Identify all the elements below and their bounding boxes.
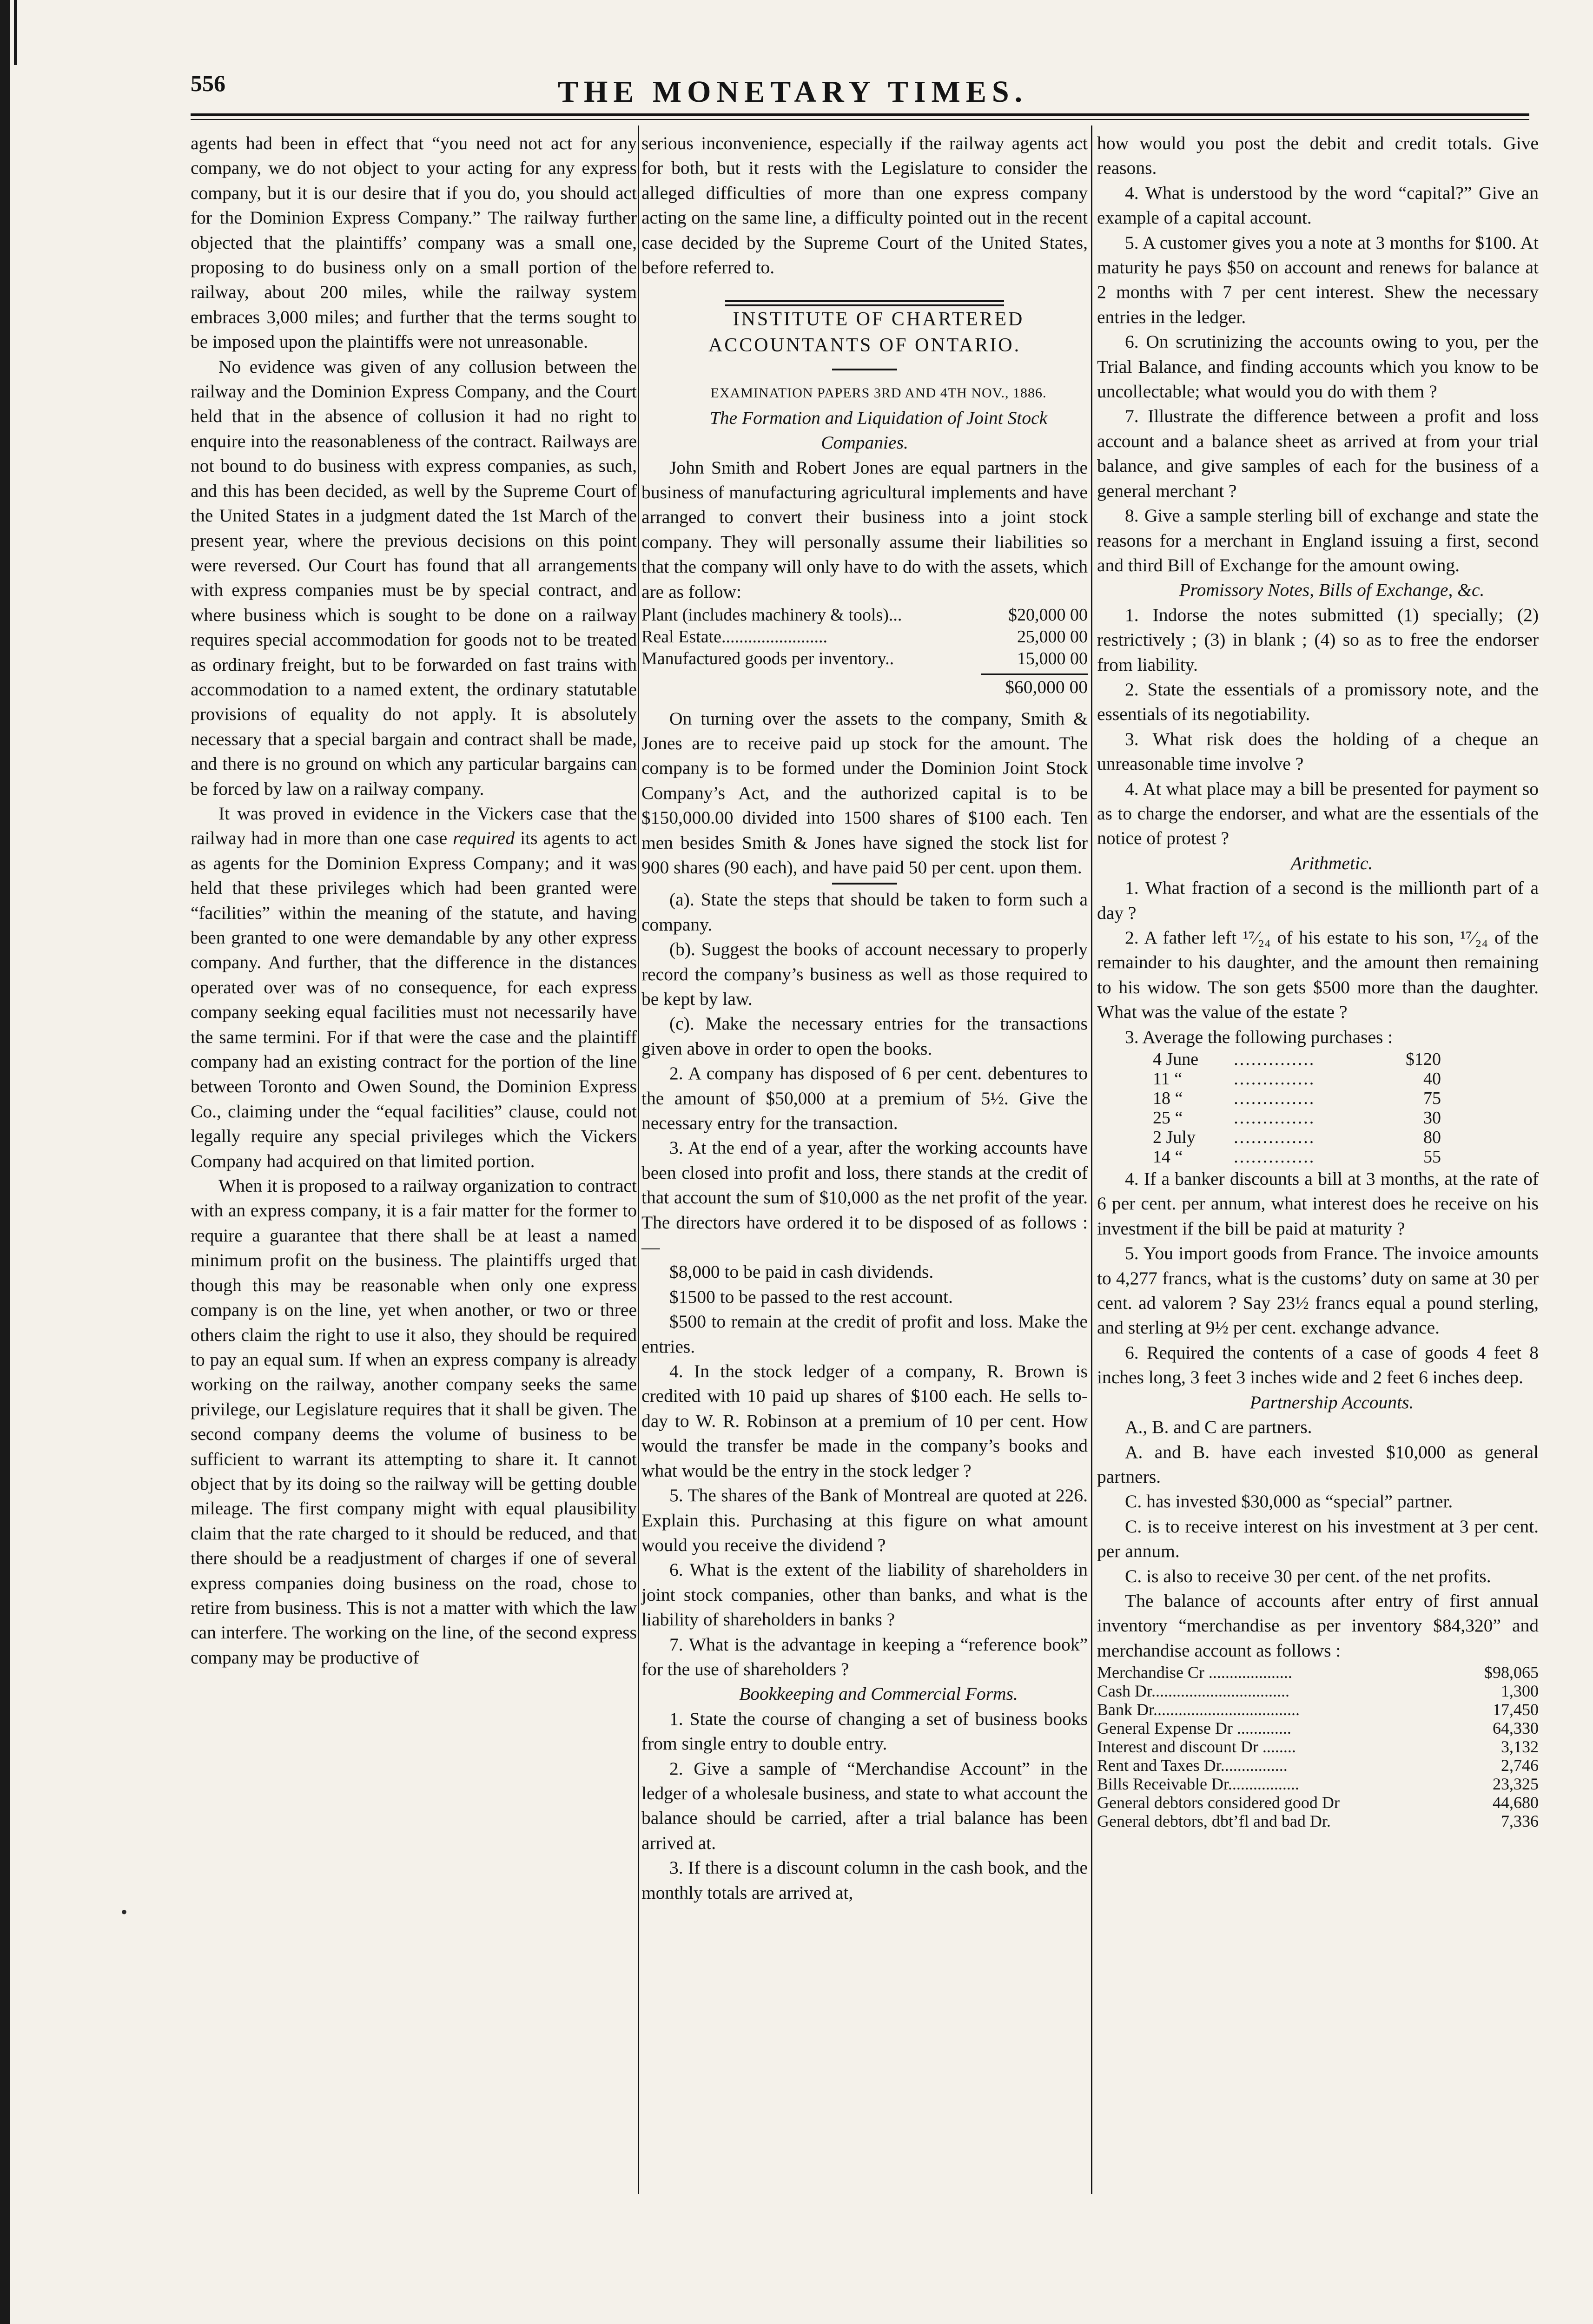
question: 3. Average the following purchases : — [1125, 1026, 1393, 1047]
question: 4. In the stock ledger of a company, R. Brown is credited with 10 paid up shares of $100 each. He sells to-day to W. R. Robinson at a premium of 10 per cent. How would the transfer be made in the company’s books and what would be the entry in the stock ledger ? — [641, 1361, 1088, 1481]
question: 1. What fraction of a second is the millionth part of a day ? — [1097, 878, 1539, 923]
table-row: 25 “ .............. 30 — [1153, 1108, 1441, 1128]
question: 7. What is the advantage in keeping a “reference book” for the use of shareholders ? — [641, 1634, 1088, 1679]
asset-label: Real Estate........................ — [641, 627, 827, 647]
header-rule-thin — [191, 119, 1529, 120]
asset-amount: 25,000 00 — [1017, 627, 1088, 647]
paragraph: C. has invested $30,000 as “special” partner. — [1125, 1491, 1453, 1512]
list-item: $1500 to be passed to the rest account. — [669, 1286, 953, 1307]
table-row: General Expense Dr ............. 64,330 — [1097, 1719, 1539, 1738]
section-heading: Arithmetic. — [1290, 852, 1373, 873]
table-row: Rent and Taxes Dr................ 2,746 — [1097, 1756, 1539, 1775]
exam-dateline: EXAMINATION PAPERS 3RD AND 4TH NOV., 1886. — [710, 385, 1047, 401]
paragraph: agents had been in effect that “you need not act for any company, we do not object to your acting for any express company, but it is our desire that if you do, you should act for the Dominion Express Company.” The railway further objected that the plaintiffs’ company was a small one, proposing to do business only on a small portion of the railway, about 200 miles, while the railway system embraces 3,000 miles; and further that the terms sought to be imposed upon the plaintiffs were not unreasonable. — [191, 133, 637, 352]
paragraph: C. is to receive interest on his investment at 3 per cent. per annum. — [1097, 1516, 1539, 1562]
column-3 — [1097, 131, 1539, 1830]
purchases-table — [1153, 1050, 1441, 1167]
question: 4. At what place may a bill be presented for payment so as to charge the endorser, and what are the essentials of the notice of protest ? — [1097, 778, 1539, 849]
question: 1. State the course of changing a set of business books from single entry to double entry. — [641, 1708, 1088, 1754]
question: 1. Indorse the notes submitted (1) specially; (2) restrictively ; (3) in blank ; (4) so as to free the endorser from liability. — [1097, 604, 1539, 675]
section-heading: Partnership Accounts. — [1249, 1392, 1414, 1413]
question: 8. Give a sample sterling bill of exchange and state the reasons for a merchant in England issuing a first, second and third Bill of Exchange for the amount owing. — [1097, 505, 1539, 575]
table-row — [641, 626, 1088, 648]
table-row: 14 “ .............. 55 — [1153, 1147, 1441, 1167]
column-divider-1 — [638, 125, 639, 2194]
table-row: 11 “ .............. 40 — [1153, 1069, 1441, 1089]
paragraph: A., B. and C are partners. — [1125, 1417, 1312, 1438]
heading-rule — [832, 369, 897, 370]
asset-amount: $20,000 00 — [1008, 605, 1088, 625]
section-heading: The Formation and Liquidation of Joint Stock Companies. — [709, 407, 1048, 453]
column-2 — [641, 131, 1088, 1905]
question: (b). Suggest the books of account necessary to properly record the company’s business as well as those required to be kept by law. — [641, 939, 1088, 1009]
paragraph: No evidence was given of any collusion between the railway and the Dominion Express Company, and the Court held that in the absence of collusion it had no right to enquire into the reasonableness of the contract. Railways are not bound to do business with express companies, as such, and this has been decided, as well by the Supreme Court of the United States in a judgment dated the 1st March of the present year, where the previous decisions on this point were reversed. Our Court has found that all arrangements with express companies must be by special contract, and where business which is sought to be done on a railway requires special accommodation for goods not to be treated as ordinary freight, but to be forwarded on fast trains with accommodation to a named extent, the ordinary statutable provisions of equality do not apply. It is absolutely necessary that a special bargain and contract shall be made, and there is no ground on which any particular bargains can be forced by law on a railway company. — [191, 356, 637, 799]
paragraph: It was proved in evidence in the Vickers case that the railway had in more than one case required its agents to act as agents for the Dominion Express Company; and it was held that these privileges which had been granted were “facilities” within the meaning of the statute, and having been granted to one were demandable by any other express company. And further, that the difference in the distances operated over was of no consequence, for each express company seeking equal facilities must not necessarily have the same termini. For if that were the case and the plaintiff company had an existing contract for the portion of the line between Toronto and Owen Sound, the Dominion Express Co., claiming under the “equal facilities” clause, could not legally require any special privileges which the Vickers Company had acquired on that limited portion. — [191, 803, 637, 1171]
question: 2. A father left ¹⁷⁄₂₄ of his estate to his son, ¹⁷⁄₂₄ of the remainder to his daughter, and the amount then remaining to his widow. The son gets $500 more than the daughter. What was the value of the estate ? — [1097, 927, 1539, 1023]
table-row: Bank Dr................................... 17,450 — [1097, 1700, 1539, 1719]
section-divider — [725, 300, 1004, 306]
question: 5. A customer gives you a note at 3 months for $100. At maturity he pays $50 on account and renews for balance at 2 months with 7 per cent interest. Shew the necessary entries in the ledger. — [1097, 232, 1539, 327]
paragraph: John Smith and Robert Jones are equal partners in the business of manufacturing agricultural implements and have arranged to convert their business into a joint stock company. They will personally assume their liabilities so that the company will only have to do with the assets, which are as follow: — [641, 457, 1088, 602]
question: 2. State the essentials of a promissory note, and the essentials of its negotiability. — [1097, 679, 1539, 725]
list-item: $500 to remain at the credit of profit and loss. Make the entries. — [641, 1311, 1088, 1357]
question: 2. Give a sample of “Merchandise Account” in the ledger of a wholesale business, and state to what account the balance should be carried, after a trial balance has been arrived at. — [641, 1758, 1088, 1853]
asset-label: Manufactured goods per inventory.. — [641, 649, 894, 669]
question: 6. Required the contents of a case of goods 4 feet 8 inches long, 3 feet 3 inches wide and 2 feet 6 inches deep. — [1097, 1342, 1539, 1388]
question: 7. Illustrate the difference between a profit and loss account and a balance sheet as arrived at from your trial balance, and give samples of each for the business of a general merchant ? — [1097, 406, 1539, 501]
question: 3. What risk does the holding of a cheque an unreasonable time involve ? — [1097, 728, 1539, 774]
table-row: Interest and discount Dr ........ 3,132 — [1097, 1737, 1539, 1756]
question: 3. If there is a discount column in the cash book, and the monthly totals are arrived at, — [641, 1857, 1088, 1903]
question: 4. If a banker discounts a bill at 3 months, at the rate of 6 per cent. per annum, what interest does he receive on his investment if the bill be paid at maturity ? — [1097, 1169, 1539, 1239]
table-row: 2 July .............. 80 — [1153, 1128, 1441, 1148]
rule — [832, 883, 897, 885]
paragraph: On turning over the assets to the company, Smith & Jones are to receive paid up stock for the amount. The company is to be formed under the Dominion Joint Stock Company’s Act, and the authorized capital is to be $150,000.00 divided into 1500 shares of $100 each. Ten men besides Smith & Jones have signed the stock list for 900 shares (90 each), and have paid 50 per cent. upon them. — [641, 708, 1088, 878]
question: 4. What is understood by the word “capital?” Give an example of a capital account. — [1097, 182, 1539, 228]
table-row: General debtors, dbt’fl and bad Dr. 7,336 — [1097, 1812, 1539, 1831]
asset-amount: 15,000 00 — [1017, 649, 1088, 669]
question: 3. At the end of a year, after the working accounts have been closed into profit and loss, there stands at the credit of that account the sum of $10,000 as the net profit of the year. The directors have ordered it to be disposed of as follows :— — [641, 1137, 1088, 1258]
paragraph: C. is also to receive 30 per cent. of the net profits. — [1125, 1565, 1491, 1586]
masthead-title: THE MONETARY TIMES. — [558, 75, 1028, 109]
paragraph: serious inconvenience, especially if the railway agents act for both, but it rests with the Legislature to consider the alleged difficulties of more than one express company acting on the same line, a difficulty pointed out in the recent case decided by the Supreme Court of the United States, before referred to. — [641, 133, 1088, 278]
article-heading: INSTITUTE OF CHARTERED ACCOUNTANTS OF ONTARIO. — [708, 309, 1025, 357]
question: how would you post the debit and credit totals. Give reasons. — [1097, 133, 1539, 178]
question: 5. The shares of the Bank of Montreal are quoted at 226. Explain this. Purchasing at this figure on what amount would you receive the dividend ? — [641, 1485, 1088, 1555]
table-row — [641, 604, 1088, 626]
balances-table — [1097, 1663, 1539, 1830]
paragraph: The balance of accounts after entry of first annual inventory “merchandise as per inventory $84,320” and merchandise account as follows : — [1097, 1590, 1539, 1661]
header-rule — [191, 113, 1529, 116]
assets-total: $60,000 00 — [981, 673, 1088, 700]
table-row: Bills Receivable Dr................. 23,325 — [1097, 1775, 1539, 1794]
question: 5. You import goods from France. The invoice amounts to 4,277 francs, what is the customs’ duty on same at 30 per cent. ad valorem ? Say 23½ francs equal a pound sterling, and sterling at 9½ per cent. exchange advance. — [1097, 1243, 1539, 1338]
assets-table — [641, 604, 1088, 670]
scan-border — [0, 0, 10, 2324]
scan-border-mark — [14, 0, 17, 65]
table-row: Merchandise Cr .................... $98,065 — [1097, 1663, 1539, 1682]
section-heading: Promissory Notes, Bills of Exchange, &c. — [1179, 580, 1485, 601]
question: 6. On scrutinizing the accounts owing to you, per the Trial Balance, and finding accounts which you know to be uncollectable; what would you do with them ? — [1097, 331, 1539, 402]
question: (a). State the steps that should be taken to form such a company. — [641, 889, 1088, 935]
column-1 — [191, 131, 637, 1670]
question: (c). Make the necessary entries for the transactions given above in order to open the books. — [641, 1013, 1088, 1059]
asset-label: Plant (includes machinery & tools)... — [641, 605, 902, 625]
paragraph: A. and B. have each invested $10,000 as general partners. — [1097, 1441, 1539, 1487]
question: 2. A company has disposed of 6 per cent. debentures to the amount of $50,000 at a premium of 5½. Give the necessary entry for the transaction. — [641, 1063, 1088, 1133]
section-heading: Bookkeeping and Commercial Forms. — [739, 1684, 1018, 1704]
table-row: Cash Dr................................. 1,300 — [1097, 1682, 1539, 1701]
list-item: $8,000 to be paid in cash dividends. — [669, 1261, 934, 1282]
question: 6. What is the extent of the liability of shareholders in joint stock companies, other than banks, and what is the liability of shareholders in banks ? — [641, 1559, 1088, 1630]
table-row: 4 June .............. $120 — [1153, 1050, 1441, 1070]
table-row: 18 “ .............. 75 — [1153, 1089, 1441, 1109]
table-row — [641, 648, 1088, 670]
paragraph: When it is proposed to a railway organization to contract with an express company, it is a fair matter for the former to require a guarantee that there shall be at least a named minimum profit on the business. The plaintiffs urged that though this may be reasonable when only one express company is on the line, yet when another, or two or three others claim the right to use it also, they should be required to pay an equal sum. If when an express company is already working on the railway, another company seeks the same privilege, our Legislature requires that it shall be given. The second company deems the volume of business to be sufficient to warrant its attempting to share it. It cannot object that by its doing so the railway will be getting double mileage. The first company might with equal plausibility claim that the rate charged to it should be reduced, and that there should be a readjustment of charges if one of several express companies doing business on the road, chose to retire from business. This is not a matter with which the law can interfere. The working on the line, of the second express company may be productive of — [191, 1175, 637, 1668]
column-divider-2 — [1091, 125, 1092, 2194]
table-row: General debtors considered good Dr 44,680 — [1097, 1793, 1539, 1812]
margin-mark: • — [121, 1901, 128, 1922]
page-number: 556 — [191, 70, 225, 96]
